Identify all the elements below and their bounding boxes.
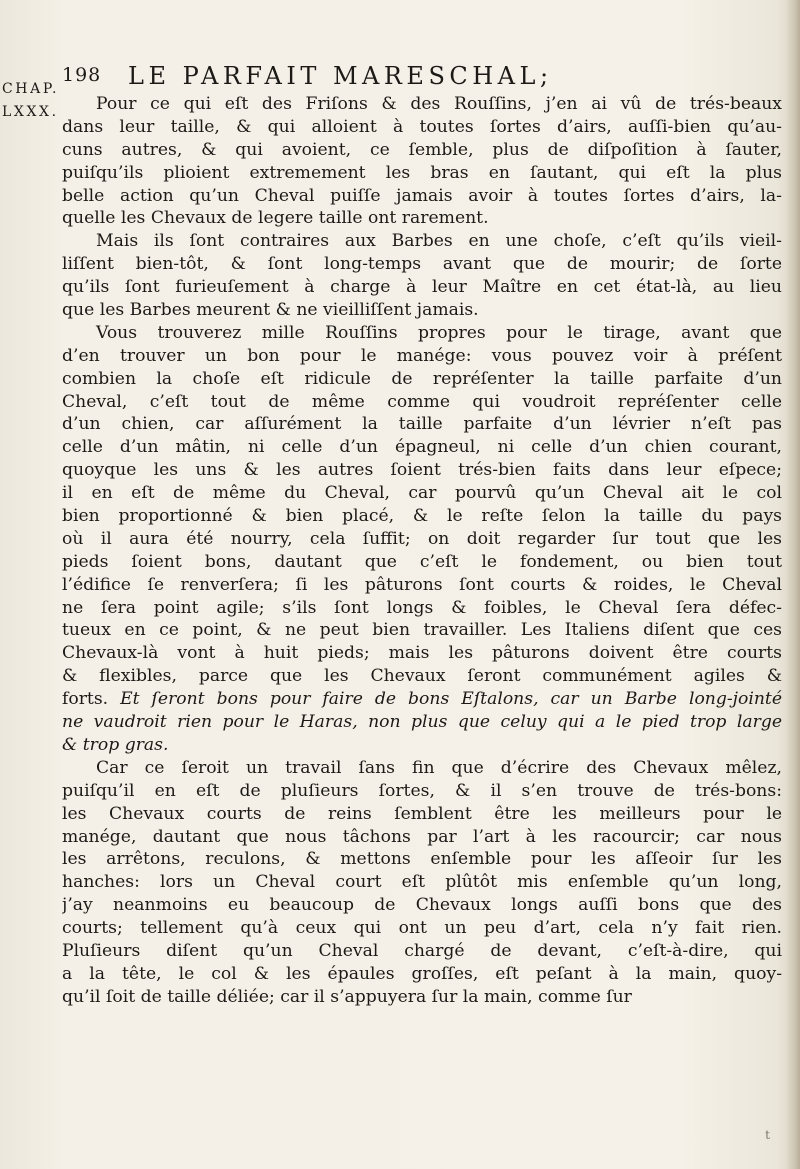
text-line: & flexibles, parce que les Chevaux ſeront communément agiles & (62, 666, 782, 687)
text-line: Pluſieurs diſent qu’un Cheval chargé de devant, c’eſt-à-dire, qui (62, 940, 782, 961)
text-line: cuns autres, & qui avoient, ce ſemble, plus de diſpoſition à ſauter, (62, 139, 782, 160)
text-line: combien la choſe eſt ridicule de repréſenter la taille parfaite d’un (62, 368, 782, 389)
text-line: où il aura été nourry, cela ſuffit; on doit regarder ſur tout que les (62, 528, 782, 549)
text-line: j’ay neanmoins eu beaucoup de Chevaux longs auſſi bons que des (62, 895, 782, 916)
text-line: puiſqu’ils plioient extremement les bras en ſautant, qui eſt la plus (62, 162, 782, 183)
paragraph (62, 230, 782, 322)
text-line: d’en trouver un bon pour le manége: vous pouvez voir à préſent (62, 345, 782, 366)
paragraph (62, 757, 782, 1009)
text-line: & trop gras. (62, 734, 169, 755)
body-text (62, 93, 782, 1009)
text-line: les Chevaux courts de reins ſemblent être les meilleurs pour le (62, 803, 782, 824)
text-line: dans leur taille, & qui alloient à toutes ſortes d’airs, auſſi-bien qu’au- (62, 116, 782, 137)
text-line: Cheval, c’eſt tout de même comme qui voudroit repréſenter celle (62, 391, 782, 412)
text-line: liſſent bien-tôt, & ſont long-temps avant que de mourir; de ſorte (62, 254, 782, 275)
text-line: celle d’un mâtin, ni celle d’un épagneul, ni celle d’un chien courant, (62, 437, 782, 458)
text-line: Car ce ſeroit un travail ſans fin que d’écrire des Chevaux mêlez, (96, 757, 782, 778)
text-line: il en eſt de même du Cheval, car pourvû qu’un Cheval ait le col (62, 483, 782, 504)
chapter-label: CHAP. (2, 81, 60, 97)
running-title: LE PARFAIT MARESCHAL; (128, 62, 553, 90)
text-line: qu’ils ſont furieuſement à charge à leur Maître en cet état-là, au lieu (62, 277, 782, 298)
text-line: Vous trouverez mille Rouſſins propres pour le tirage, avant que (96, 322, 782, 343)
page-number: 198 (62, 64, 102, 86)
text-line: qu’il ſoit de taille déliée; car il s’appuyera ſur la main, comme ſur (62, 986, 632, 1007)
text-line: ne vaudroit rien pour le Haras, non plus que celuy qui a le pied trop large (62, 712, 782, 733)
page-header (0, 62, 800, 92)
text-line: tueux en ce point, & ne peut bien travailler. Les Italiens diſent que ces (62, 620, 782, 641)
text-line: ne ſera point agile; s’ils ſont longs & foibles, le Cheval ſera défec- (62, 597, 782, 618)
text-line: belle action qu’un Cheval puiſſe jamais avoir à toutes ſortes d’airs, la- (62, 185, 782, 206)
catchword: t (765, 1128, 770, 1142)
text-line: les arrêtons, reculons, & mettons enſemble pour les aſſeoir ſur les (62, 849, 782, 870)
text-line: a la tête, le col & les épaules groſſes, eſt peſant à la main, quoy- (62, 963, 782, 984)
text-line: puiſqu’il en eſt de pluſieurs ſortes, & il s’en trouve de trés-bons: (62, 780, 782, 801)
paragraph (62, 322, 782, 757)
text-line: quelle les Chevaux de legere taille ont rarement. (62, 208, 489, 229)
text-line: Chevaux-là vont à huit pieds; mais les pâturons doivent être courts (62, 643, 782, 664)
text-line: pieds ſoient bons, dautant que c’eſt le fondement, ou bien tout (62, 551, 782, 572)
paragraph (62, 93, 782, 230)
text-line: Pour ce qui eſt des Friſons & des Rouſſins, j’en ai vû de trés-beaux (96, 94, 782, 114)
text-line: forts. Et ſeront bons pour faire de bons Eſtalons, car un Barbe long-jointé (62, 689, 782, 710)
text-line: que les Barbes meurent & ne vieilliſſent jamais. (62, 300, 479, 321)
text-line: quoyque les uns & les autres ſoient trés-bien faits dans leur eſpece; (62, 460, 782, 481)
text-line: d’un chien, car aſſurément la taille parfaite d’un lévrier n’eſt pas (62, 414, 782, 435)
text-line: courts; tellement qu’à ceux qui ont un peu d’art, cela n’y fait rien. (62, 918, 782, 939)
text-line: hanches: lors un Cheval court eſt plûtôt mis enſemble qu’un long, (62, 872, 782, 893)
page-edge-shadow (786, 0, 800, 1169)
chapter-number: LXXX. (2, 104, 59, 120)
text-line: l’édifice ſe renverſera; ſi les pâturons ſont courts & roides, le Cheval (62, 574, 782, 595)
text-line: manége, dautant que nous tâchons par l’art à les racourcir; car nous (62, 826, 782, 847)
text-line: Mais ils ſont contraires aux Barbes en une choſe, c’eſt qu’ils vieil- (96, 231, 782, 252)
text-line: bien proportionné & bien placé, & le reſte ſelon la taille du pays (62, 506, 782, 527)
